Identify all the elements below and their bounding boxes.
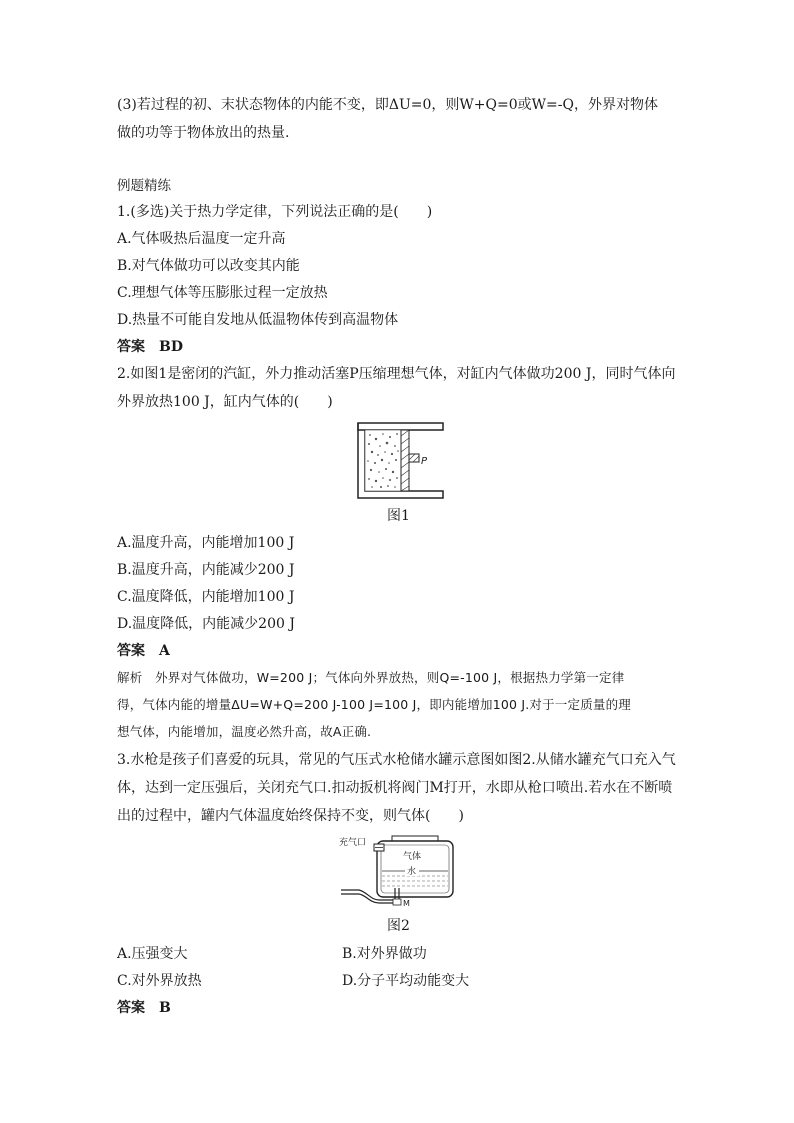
q2-stem-line-1: 2.如图1是密闭的汽缸，外力推动活塞P压缩理想气体，对缸内气体做功200 J，同时气体向 [117, 366, 676, 382]
q3-answer: 答案 B [117, 1000, 171, 1016]
q1-stem: 1.(多选)关于热力学定律，下列说法正确的是( ) [117, 204, 433, 220]
q3-option-d: D.分子平均动能变大 [342, 973, 470, 989]
q2-stem-line-2: 外界放热100 J，缸内气体的( ) [117, 394, 333, 410]
q3-option-b: B.对外界做功 [342, 946, 427, 962]
intro-line-1: (3)若过程的初、末状态物体的内能不变，即ΔU=0，则W+Q=0或W=-Q，外界对物体 [117, 97, 658, 113]
cylinder-piston-figure [357, 422, 447, 500]
q2-option-d: D.温度降低，内能减少200 J [117, 616, 295, 632]
q1-option-a: A.气体吸热后温度一定升高 [117, 231, 286, 247]
q2-option-a: A.温度升高，内能增加100 J [117, 535, 295, 551]
valve-label: M [403, 899, 410, 908]
piston-label: P [421, 456, 428, 467]
q3-stem-line-2: 体，达到一定压强后，关闭充气口.扣动扳机将阀门M打开，水即从枪口喷出.若水在不断喷 [117, 780, 673, 796]
q1-option-b: B.对气体做功可以改变其内能 [117, 258, 300, 274]
q1-option-c: C.理想气体等压膨胀过程一定放热 [117, 285, 328, 301]
q2-analysis-line-2: 得，气体内能的增量ΔU=W+Q=200 J-100 J=100 J，即内能增加100 J.对于一定质量的理 [117, 697, 632, 712]
gas-label: 气体 [403, 852, 422, 862]
section-title: 例题精练 [117, 178, 171, 194]
q2-option-c: C.温度降低，内能增加100 J [117, 589, 295, 605]
q2-analysis-line-3: 想气体，内能增加，温度必然升高，故A正确. [117, 724, 372, 739]
figure-2-caption: 图2 [387, 918, 410, 934]
figure-1-caption: 图1 [387, 508, 410, 524]
water-label: 水 [407, 867, 417, 877]
intro-line-2: 做的功等于物体放出的热量. [117, 125, 290, 141]
inlet-label: 充气口 [339, 838, 367, 848]
q2-option-b: B.温度升高，内能减少200 J [117, 562, 295, 578]
q3-option-c: C.对外界放热 [117, 973, 202, 989]
q1-option-d: D.热量不可能自发地从低温物体传到高温物体 [117, 312, 399, 328]
q2-answer: 答案 A [117, 643, 170, 659]
q3-option-a: A.压强变大 [117, 946, 188, 962]
q2-analysis-line-1: 解析 外界对气体做功，W=200 J；气体向外界放热，则Q=-100 J，根据热力学第一定律 [117, 670, 625, 685]
q1-answer: 答案 BD [117, 339, 183, 355]
q3-stem-line-1: 3.水枪是孩子们喜爱的玩具，常见的气压式水枪储水罐示意图如图2.从储水罐充气口充入气 [117, 752, 676, 768]
q3-stem-line-3: 出的过程中，罐内气体温度始终保持不变，则气体( ) [117, 808, 464, 824]
water-gun-tank-figure [339, 832, 467, 912]
